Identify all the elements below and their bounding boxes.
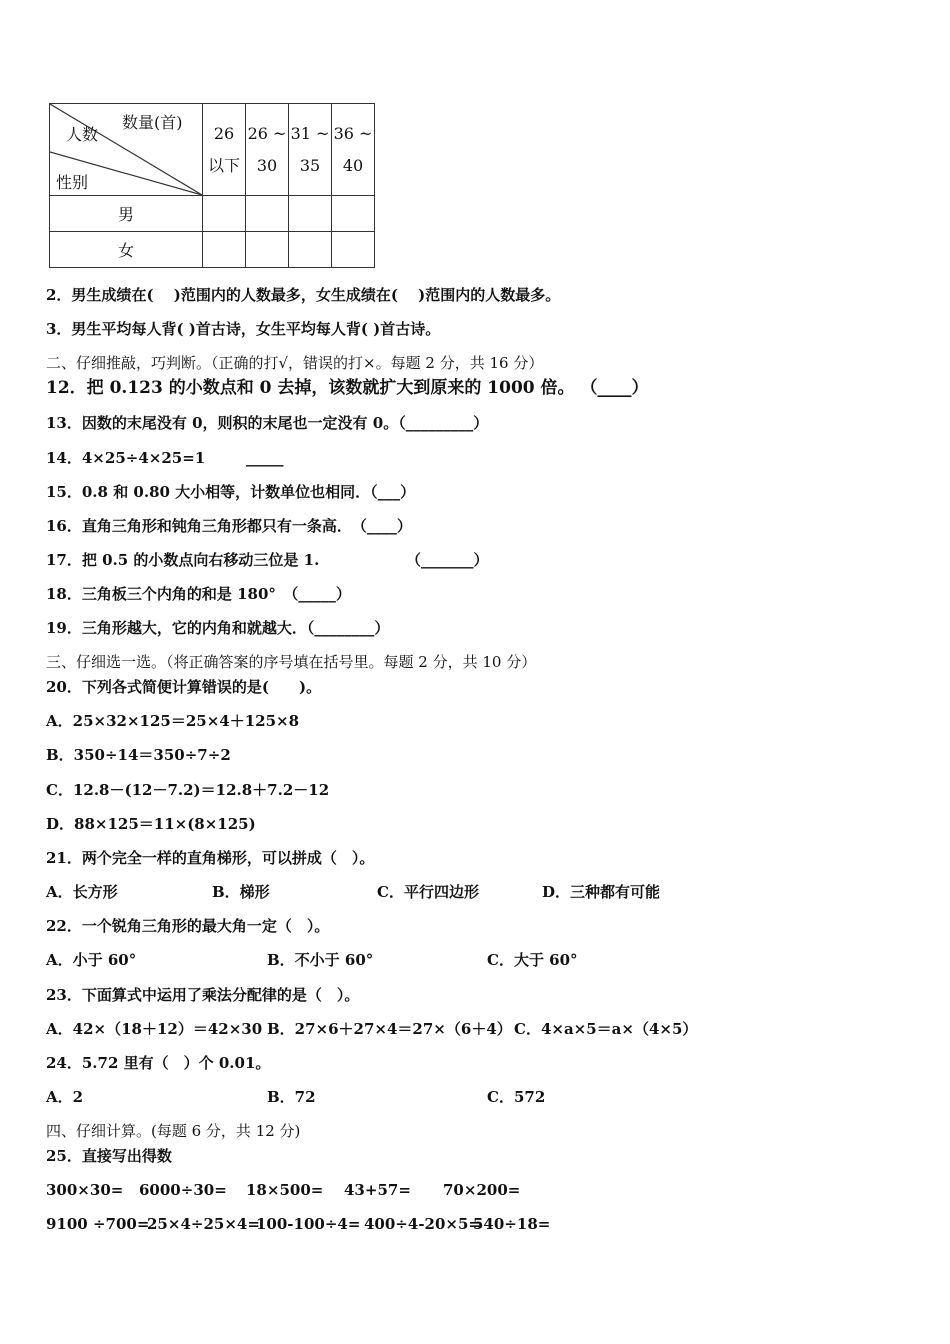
question-23-option-a: A．42×（18＋12）＝42×30 [46, 1020, 263, 1038]
question-14-blank: _____ [246, 449, 284, 467]
question-20-option-d: D．88×125＝11×(8×125) [46, 815, 256, 833]
calc-9: 400÷4-20×5= [364, 1215, 481, 1233]
question-22-option-a: A．小于 60° [46, 951, 137, 969]
section-2-heading: 二、仔细推敲，巧判断。（正确的打√，错误的打×。每题 2 分，共 16 分） [46, 354, 544, 372]
calc-8: 100-100÷4= [256, 1215, 361, 1233]
column-header-4: 36 ~ 40 [332, 104, 375, 196]
statistics-table [49, 103, 375, 268]
question-21-option-d: D．三种都有可能 [542, 883, 661, 901]
column-header-1: 26 以下 [203, 104, 246, 196]
calc-1: 300×30= [46, 1181, 124, 1199]
calc-7: 25×4÷25×4= [147, 1215, 260, 1233]
column-header-2: 26 ~ 30 [246, 104, 289, 196]
question-23: 23．下面算式中运用了乘法分配律的是（ ）。 [46, 986, 360, 1004]
calc-10: 540÷18= [473, 1215, 551, 1233]
question-22-option-b: B．不小于 60° [267, 951, 374, 969]
question-19: 19．三角形越大，它的内角和就越大．（________） [46, 619, 390, 637]
question-24-option-b: B．72 [267, 1088, 316, 1106]
diagonal-header-cell [50, 104, 203, 196]
question-13: 13．因数的末尾没有 0，则积的末尾也一定没有 0。（_________） [46, 414, 489, 432]
question-17: 17．把 0.5 的小数点向右移动三位是 1. [46, 551, 320, 569]
question-22: 22．一个锐角三角形的最大角一定（ ）。 [46, 917, 330, 935]
header-gender: 性别 [56, 173, 89, 192]
calc-2: 6000÷30= [139, 1181, 227, 1199]
question-12: 12．把 0.123 的小数点和 0 去掉，该数就扩大到原来的 1000 倍。 （____） [46, 378, 649, 398]
question-15: 15．0.8 和 0.80 大小相等，计数单位也相同．（___） [46, 483, 416, 501]
question-20-option-c: C．12.8－(12－7.2)＝12.8＋7.2－12 [46, 781, 330, 799]
question-2: 2．男生成绩在( )范围内的人数最多，女生成绩在( )范围内的人数最多。 [46, 286, 561, 304]
question-18: 18．三角板三个内角的和是 180° （_____） [46, 585, 351, 603]
table-row-male [50, 196, 375, 232]
question-21-option-a: A．长方形 [46, 883, 118, 901]
calc-5: 70×200= [443, 1181, 521, 1199]
question-25: 25．直接写出得数 [46, 1147, 172, 1165]
question-24-option-a: A．2 [46, 1088, 84, 1106]
calc-6: 9100 ÷700= [46, 1215, 150, 1233]
question-20-option-b: B．350÷14＝350÷7÷2 [46, 746, 231, 764]
question-20: 20．下列各式简便计算错误的是( )。 [46, 678, 322, 696]
section-3-heading: 三、仔细选一选。（将正确答案的序号填在括号里。每题 2 分，共 10 分） [46, 653, 537, 671]
question-23-option-b: B．27×6＋27×4＝27×（6＋4） [267, 1020, 512, 1038]
question-21: 21．两个完全一样的直角梯形，可以拼成（ ）。 [46, 849, 375, 867]
calc-3: 18×500= [246, 1181, 324, 1199]
question-24-option-c: C．572 [487, 1088, 546, 1106]
question-22-option-c: C．大于 60° [487, 951, 578, 969]
question-21-option-b: B．梯形 [212, 883, 270, 901]
question-24: 24．5.72 里有（ ）个 0.01。 [46, 1054, 271, 1072]
calc-4: 43+57= [344, 1181, 411, 1199]
header-quantity: 数量(首) [122, 113, 183, 132]
question-21-option-c: C．平行四边形 [377, 883, 479, 901]
question-14: 14．4×25÷4×25=1 [46, 449, 206, 467]
section-4-heading: 四、仔细计算。(每题 6 分，共 12 分) [46, 1122, 301, 1140]
question-17-blank: （_______） [406, 551, 489, 569]
question-3: 3．男生平均每人背( )首古诗，女生平均每人背( )首古诗。 [46, 320, 441, 338]
question-23-option-c: C．4×a×5＝a×（4×5） [514, 1020, 698, 1038]
row-label-female: 女 [50, 232, 203, 268]
header-people: 人数 [66, 125, 99, 144]
row-label-male: 男 [50, 196, 203, 232]
question-20-option-a: A．25×32×125＝25×4＋125×8 [46, 712, 300, 730]
question-16: 16．直角三角形和钝角三角形都只有一条高． （____） [46, 517, 412, 535]
column-header-3: 31 ~ 35 [289, 104, 332, 196]
table-row-female [50, 232, 375, 268]
